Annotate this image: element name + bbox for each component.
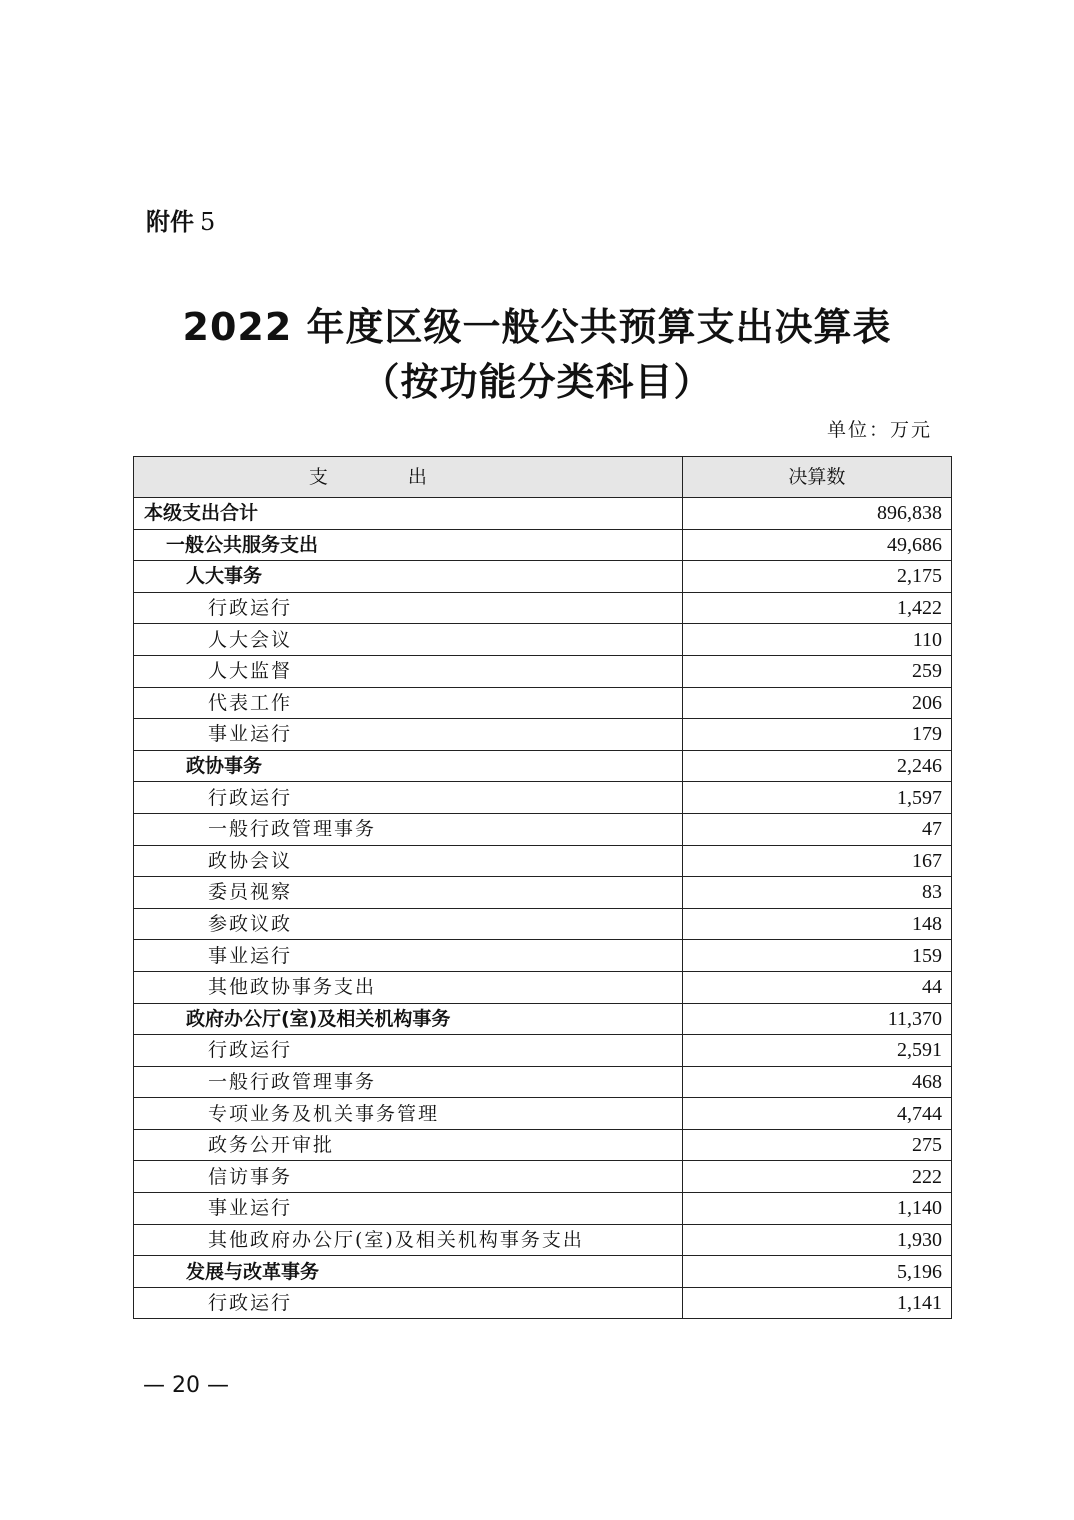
table-row xyxy=(134,1161,952,1193)
row-item-value: 5,196 xyxy=(682,1256,951,1288)
table-row xyxy=(134,1287,952,1319)
row-item-value: 110 xyxy=(682,624,951,656)
row-item-name: 发展与改革事务 xyxy=(134,1256,683,1288)
row-item-name: 事业运行 xyxy=(134,1193,683,1225)
table-body xyxy=(134,498,952,1319)
unit-label: 单位：万元 xyxy=(826,419,932,441)
page-number: — 20 — xyxy=(143,1373,229,1398)
budget-table xyxy=(133,456,952,1319)
table-row xyxy=(134,529,952,561)
row-item-name: 一般行政管理事务 xyxy=(134,1066,683,1098)
row-item-value: 11,370 xyxy=(682,1003,951,1035)
row-item-name: 政府办公厅(室)及相关机构事务 xyxy=(134,1003,683,1035)
row-item-value: 83 xyxy=(682,877,951,909)
table-row xyxy=(134,1256,952,1288)
row-item-name: 人大会议 xyxy=(134,624,683,656)
attachment-text: 附件 xyxy=(146,208,194,236)
row-item-name: 行政运行 xyxy=(134,1035,683,1067)
row-item-value: 1,597 xyxy=(682,782,951,814)
table-row xyxy=(134,908,952,940)
row-item-name: 政协事务 xyxy=(134,750,683,782)
row-item-value: 1,141 xyxy=(682,1287,951,1319)
table-row xyxy=(134,1003,952,1035)
document-subtitle: （按功能分类科目） xyxy=(361,360,713,404)
table-row xyxy=(134,1193,952,1225)
table-row xyxy=(134,1066,952,1098)
row-item-name: 本级支出合计 xyxy=(134,498,683,530)
row-item-name: 人大监督 xyxy=(134,655,683,687)
table-row xyxy=(134,971,952,1003)
table-row xyxy=(134,592,952,624)
row-item-name: 委员视察 xyxy=(134,877,683,909)
row-item-name: 一般行政管理事务 xyxy=(134,813,683,845)
row-item-value: 4,744 xyxy=(682,1098,951,1130)
row-item-value: 148 xyxy=(682,908,951,940)
row-item-value: 44 xyxy=(682,971,951,1003)
row-item-name: 信访事务 xyxy=(134,1161,683,1193)
table-row xyxy=(134,877,952,909)
row-item-name: 一般公共服务支出 xyxy=(134,529,683,561)
table-row xyxy=(134,782,952,814)
row-item-value: 468 xyxy=(682,1066,951,1098)
table-row xyxy=(134,1129,952,1161)
row-item-name: 参政议政 xyxy=(134,908,683,940)
row-item-name: 事业运行 xyxy=(134,940,683,972)
row-item-value: 47 xyxy=(682,813,951,845)
document-title: 2022 年度区级一般公共预算支出决算表 xyxy=(182,305,892,349)
row-item-value: 896,838 xyxy=(682,498,951,530)
row-item-name: 事业运行 xyxy=(134,719,683,751)
row-item-value: 222 xyxy=(682,1161,951,1193)
table-row xyxy=(134,813,952,845)
row-item-name: 行政运行 xyxy=(134,1287,683,1319)
row-item-name: 其他政协事务支出 xyxy=(134,971,683,1003)
row-item-value: 259 xyxy=(682,655,951,687)
row-item-value: 2,246 xyxy=(682,750,951,782)
row-item-value: 49,686 xyxy=(682,529,951,561)
table-header-row xyxy=(134,457,952,498)
table-row xyxy=(134,719,952,751)
row-item-value: 275 xyxy=(682,1129,951,1161)
table-row xyxy=(134,1035,952,1067)
row-item-value: 179 xyxy=(682,719,951,751)
attachment-number: 5 xyxy=(200,208,216,236)
row-item-value: 2,175 xyxy=(682,561,951,593)
attachment-label xyxy=(146,205,215,239)
row-item-value: 159 xyxy=(682,940,951,972)
row-item-name: 专项业务及机关事务管理 xyxy=(134,1098,683,1130)
row-item-value: 167 xyxy=(682,845,951,877)
table-row xyxy=(134,498,952,530)
header-final-amount: 决算数 xyxy=(682,457,951,498)
row-item-value: 206 xyxy=(682,687,951,719)
row-item-value: 1,422 xyxy=(682,592,951,624)
header-expenditure: 支出 xyxy=(134,457,683,498)
table-row xyxy=(134,1224,952,1256)
row-item-name: 行政运行 xyxy=(134,592,683,624)
row-item-name: 政务公开审批 xyxy=(134,1129,683,1161)
row-item-value: 1,930 xyxy=(682,1224,951,1256)
table-row xyxy=(134,845,952,877)
row-item-name: 政协会议 xyxy=(134,845,683,877)
row-item-name: 其他政府办公厅(室)及相关机构事务支出 xyxy=(134,1224,683,1256)
row-item-value: 2,591 xyxy=(682,1035,951,1067)
table-row xyxy=(134,1098,952,1130)
row-item-name: 行政运行 xyxy=(134,782,683,814)
row-item-value: 1,140 xyxy=(682,1193,951,1225)
row-item-name: 人大事务 xyxy=(134,561,683,593)
table-row xyxy=(134,687,952,719)
table-row xyxy=(134,940,952,972)
table-row xyxy=(134,655,952,687)
table-row xyxy=(134,561,952,593)
table-row xyxy=(134,624,952,656)
table-row xyxy=(134,750,952,782)
row-item-name: 代表工作 xyxy=(134,687,683,719)
